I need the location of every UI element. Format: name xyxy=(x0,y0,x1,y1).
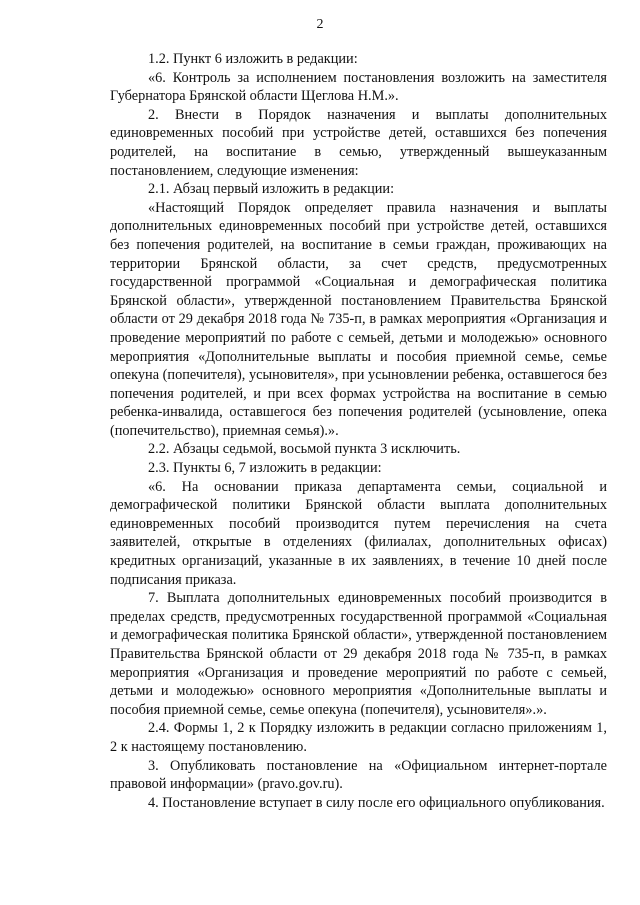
page-number: 2 xyxy=(316,17,324,32)
paragraph-quote-6: «6. Контроль за исполнением постановления возложить на заместителя Губернатора Брянской области Щеглова Н.М.». xyxy=(110,69,607,105)
paragraph-1-2: 1.2. Пункт 6 изложить в редакции: xyxy=(148,51,358,67)
paragraph-procedure: «Настоящий Порядок определяет правила назначения и выплаты дополнительных единовременных пособий при устройстве детей, оставшихся без попечения родителей, на воспитание в семьи граждан, проживающих на территории Брянской области, за счет средств, предусмотренных государственной программой «Социальная и демографическая политика Брянской области», утвержденной постановлением Правительства Брянской области от 29 декабря 2018 года № 735-п, в рамках мероприятия «Организация и проведение мероприятий по работе с семьей, детьми и молодежью» основного мероприятия «Дополнительные выплаты и пособия приемной семье, семье опекуна (попечителя), усыновителя», при усыновлении ребенка, оставшегося без попечения родителей, и при всех формах устройства на воспитание в семью ребенка-инвалида, оставшегося без попечения родителей (усыновление, опека (попечительство), приемная семья).». xyxy=(110,199,607,439)
paragraph-4: 4. Постановление вступает в силу после его официального опубликования. xyxy=(148,794,605,811)
document-body xyxy=(110,50,607,812)
paragraph-point-7: 7. Выплата дополнительных единовременных пособий производится в пределах средств, предусмотренных государственной программой «Социальная и демографическая политика Брянской области», утвержденной постановлением Правительства Брянской области от 29 декабря 2018 года № 735-п, в рамках мероприятия «Организация и проведение мероприятий по работе с семьей, детьми и молодежью» основного мероприятия «Дополнительные выплаты и пособия приемной семье, семье опекуна (попечителя), усыновителя».». xyxy=(110,590,607,718)
paragraph-2-2: 2.2. Абзацы седьмой, восьмой пункта 3 исключить. xyxy=(148,441,461,458)
paragraph-3: 3. Опубликовать постановление на «Официальном интернет-портале правовой информации» (pravo.gov.ru). xyxy=(110,757,607,793)
paragraph-2-1: 2.1. Абзац первый изложить в редакции: xyxy=(148,181,395,198)
paragraph-2-4: 2.4. Формы 1, 2 к Порядку изложить в редакции согласно приложениям 1, 2 к настоящему постановлению. xyxy=(110,720,607,755)
paragraph-point-6: «6. На основании приказа департамента семьи, социальной и демографической политики Брянской области выплата дополнительных единовременных пособий производится путем перечисления на счета заявителей, открытые в отделениях (филиалах, дополнительных офисах) кредитных организаций, указанные в их заявлениях, в течение 10 дней после подписания приказа. xyxy=(110,478,607,588)
paragraph-2-3: 2.3. Пункты 6, 7 изложить в редакции: xyxy=(148,460,382,477)
paragraph-2: 2. Внести в Порядок назначения и выплаты дополнительных единовременных пособий при устройстве детей, оставшихся без попечения родителей, на воспитание в семью, утвержденный вышеуказанным постановлением, следующие изменения: xyxy=(110,106,607,179)
